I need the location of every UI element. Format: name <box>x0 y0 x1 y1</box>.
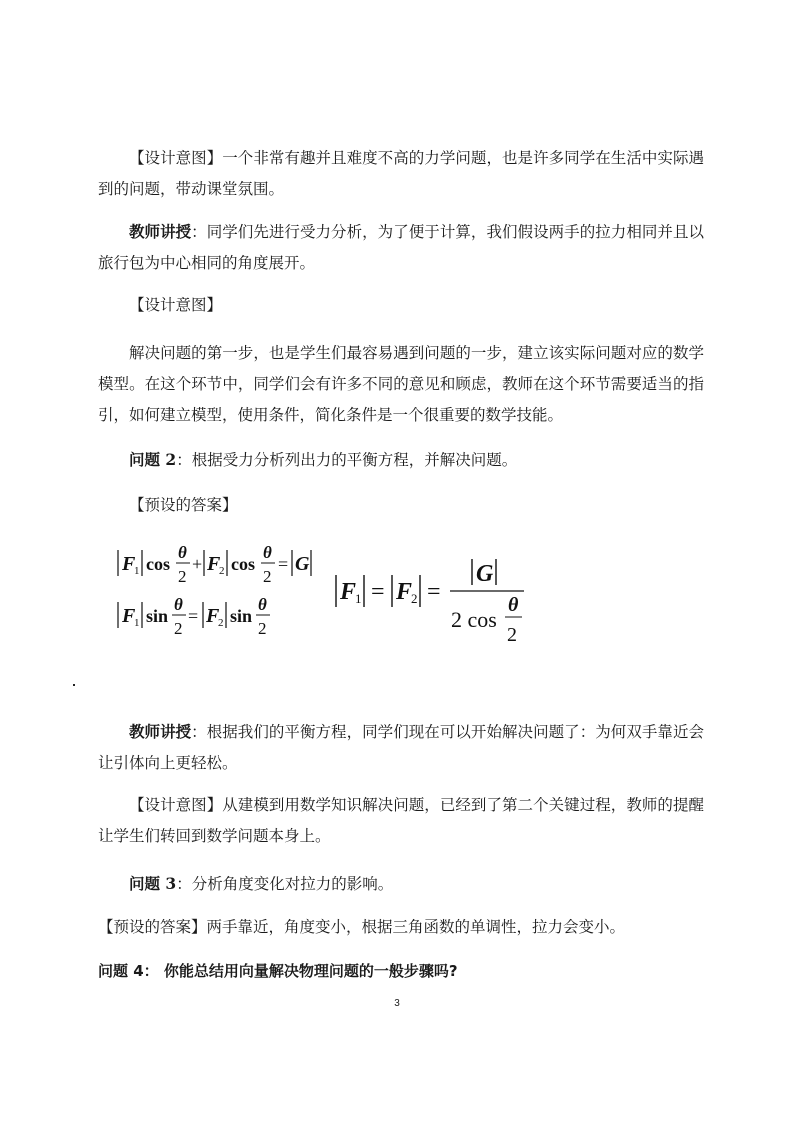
f2-symbol-right: F <box>396 579 413 605</box>
cos-label-2: cos <box>231 554 255 574</box>
force-magnitude-formula <box>330 555 530 655</box>
f2-subscript: 2 <box>219 565 225 577</box>
f2-symbol-row2: F <box>206 605 220 627</box>
theta-4: θ <box>258 595 267 614</box>
design-intent-paragraph-3: 【设计意图】从建模到用数学知识解决问题，已经到了第二个关键过程，教师的提醒让学生们转回到数学问题本身上。 <box>98 796 704 845</box>
two-2: 2 <box>263 567 272 586</box>
g-symbol-2: G <box>476 561 494 587</box>
f1-symbol-row2: F <box>122 605 136 627</box>
f1-symbol-right: F <box>340 579 357 605</box>
equals-sign-right-2: = <box>427 579 441 605</box>
f2-subscript-row2: 2 <box>218 617 224 629</box>
equals-sign-right-1: = <box>371 579 385 605</box>
stray-dot <box>73 684 75 686</box>
plus-sign: + <box>192 554 203 574</box>
design-intent-paragraph-2: 解决问题的第一步，也是学生们最容易遇到问题的一步，建立该实际问题对应的数学模型。在这个环节中，同学们会有许多不同的意见和顾虑，教师在这个环节需要适当的指引，如何建立模型，使用条件，简化条件是一个很重要的数学技能。 <box>98 344 704 424</box>
f1-subscript-row2: 1 <box>134 617 140 629</box>
design-intent-paragraph-1: 【设计意图】一个非常有趣并且难度不高的力学问题，也是许多同学在生活中实际遇到的问题，带动课堂氛围。 <box>98 149 704 198</box>
two-1: 2 <box>178 567 187 586</box>
teacher-explanation-text: ：同学们先进行受力分析，为了便于计算，我们假设两手的拉力相同并且以旅行包为中心相同的角度展开。 <box>98 223 704 272</box>
two-right: 2 <box>507 624 517 646</box>
question-3-label: 问题 3 <box>129 874 177 893</box>
equals-sign-2: = <box>188 606 199 626</box>
teacher-explanation-paragraph-1 <box>98 216 704 279</box>
f2-subscript-right: 2 <box>411 591 418 606</box>
teacher-explanation-label: 教师讲授 <box>129 222 192 241</box>
theta-2: θ <box>263 543 272 562</box>
theta-3: θ <box>174 595 183 614</box>
equilibrium-equations <box>116 540 326 640</box>
cos-label-1: cos <box>146 554 170 574</box>
question-2-label: 问题 2 <box>129 450 177 469</box>
sin-label-1: sin <box>146 606 169 626</box>
question-2-paragraph <box>98 444 704 476</box>
preset-answer-paragraph: 【预设的答案】两手靠近，角度变小，根据三角函数的单调性，拉力会变小。 <box>98 918 626 936</box>
f1-symbol: F <box>122 553 136 575</box>
page-number: 3 <box>394 998 400 1009</box>
theta-1: θ <box>178 543 187 562</box>
two-4: 2 <box>258 619 267 638</box>
sin-label-2: sin <box>230 606 253 626</box>
teacher-explanation-paragraph-2 <box>98 716 704 779</box>
teacher-explanation-label-2: 教师讲授 <box>129 722 192 741</box>
two-cos-label: 2 cos <box>451 607 497 632</box>
f1-subscript: 1 <box>134 565 140 577</box>
theta-right: θ <box>508 594 519 616</box>
question-3-text: ：分析角度变化对拉力的影响。 <box>176 875 394 893</box>
g-symbol-1: G <box>295 553 310 575</box>
teacher-explanation-text-2: ：根据我们的平衡方程，同学们现在可以开始解决问题了：为何双手靠近会让引体向上更轻松。 <box>98 723 704 772</box>
design-intent-heading: 【设计意图】 <box>129 296 223 314</box>
question-2-text: ：根据受力分析列出力的平衡方程，并解决问题。 <box>176 451 518 469</box>
preset-answer-heading: 【预设的答案】 <box>129 496 238 514</box>
f2-symbol: F <box>207 553 221 575</box>
two-3: 2 <box>174 619 183 638</box>
equals-sign-1: = <box>278 554 289 574</box>
f1-subscript-right: 1 <box>355 591 362 606</box>
question-4-paragraph: 问题 4： 你能总结用向量解决物理问题的一般步骤吗? <box>98 962 458 980</box>
question-3-paragraph <box>98 868 704 900</box>
